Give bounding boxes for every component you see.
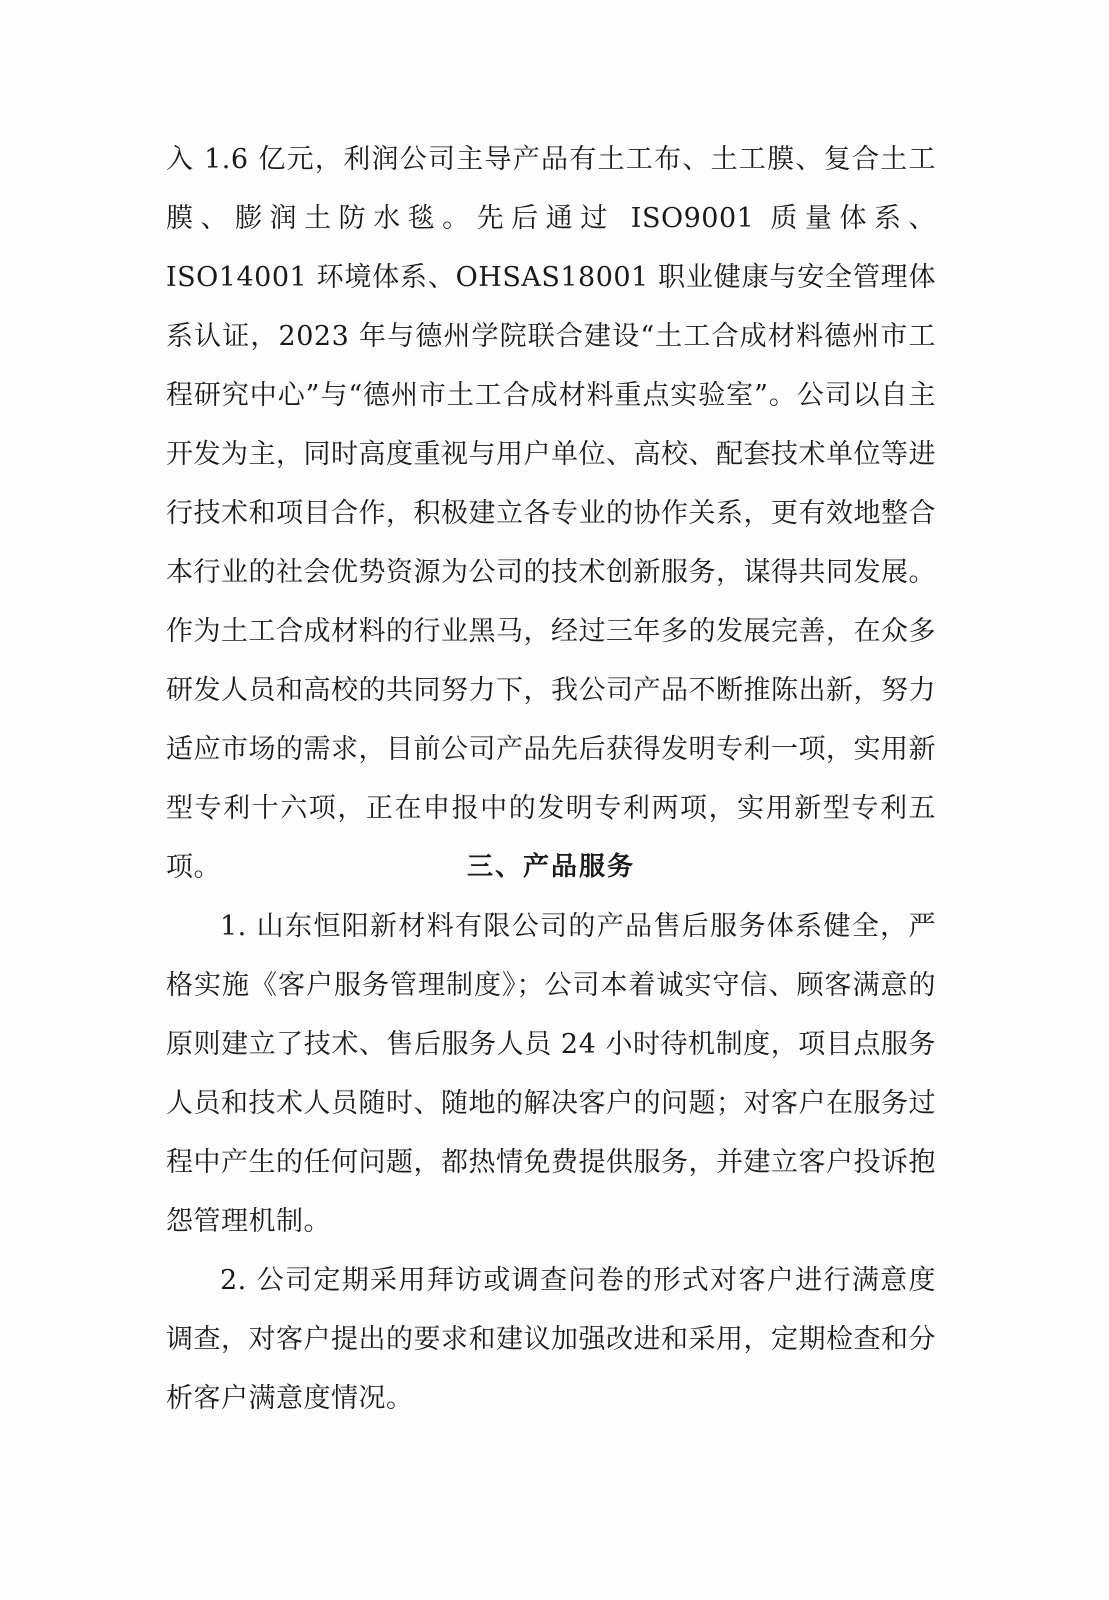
body-text-top: [166, 130, 936, 897]
section-product-service: [166, 838, 936, 897]
body-text-service-item-2: [166, 1251, 936, 1428]
service-item-1: 1. 山东恒阳新材料有限公司的产品售后服务体系健全，严格实施《客户服务管理制度》；公司本着诚实守信、顾客满意的原则建立了技术、售后服务人员 24 小时待机制度，项目点服务人员和技术人员随时、随地的解决客户的问题；对客户在服务过程中产生的任何问题，都热情免费提供服务，并建立客户投诉抱怨管理机制。: [166, 911, 936, 1237]
service-item-2: 2. 公司定期采用拜访或调查问卷的形式对客户进行满意度调查，对客户提出的要求和建议加强改进和采用，定期检查和分析客户满意度情况。: [166, 1265, 936, 1414]
section-heading: 三、产品服务: [466, 852, 635, 882]
body-text-service-item-1: [166, 897, 936, 1251]
paragraph-company-overview: 入 1.6 亿元，利润公司主导产品有土工布、土工膜、复合土工膜、膨润土防水毯。先后通过 ISO9001 质量体系、ISO14001 环境体系、OHSAS18001 职业健康与安全管理体系认证，2023 年与德州学院联合建设“土工合成材料德州市工程研究中心”与“德州市土工合成材料重点实验室”。公司以自主开发为主，同时高度重视与用户单位、高校、配套技术单位等进行技术和项目合作，积极建立各专业的协作关系，更有效地整合本行业的社会优势资源为公司的技术创新服务，谋得共同发展。作为土工合成材料的行业黑马，经过三年多的发展完善，在众多研发人员和高校的共同努力下，我公司产品不断推陈出新，努力适应市场的需求，目前公司产品先后获得发明专利一项，实用新型专利十六项，正在申报中的发明专利两项，实用新型专利五项。: [166, 144, 936, 883]
